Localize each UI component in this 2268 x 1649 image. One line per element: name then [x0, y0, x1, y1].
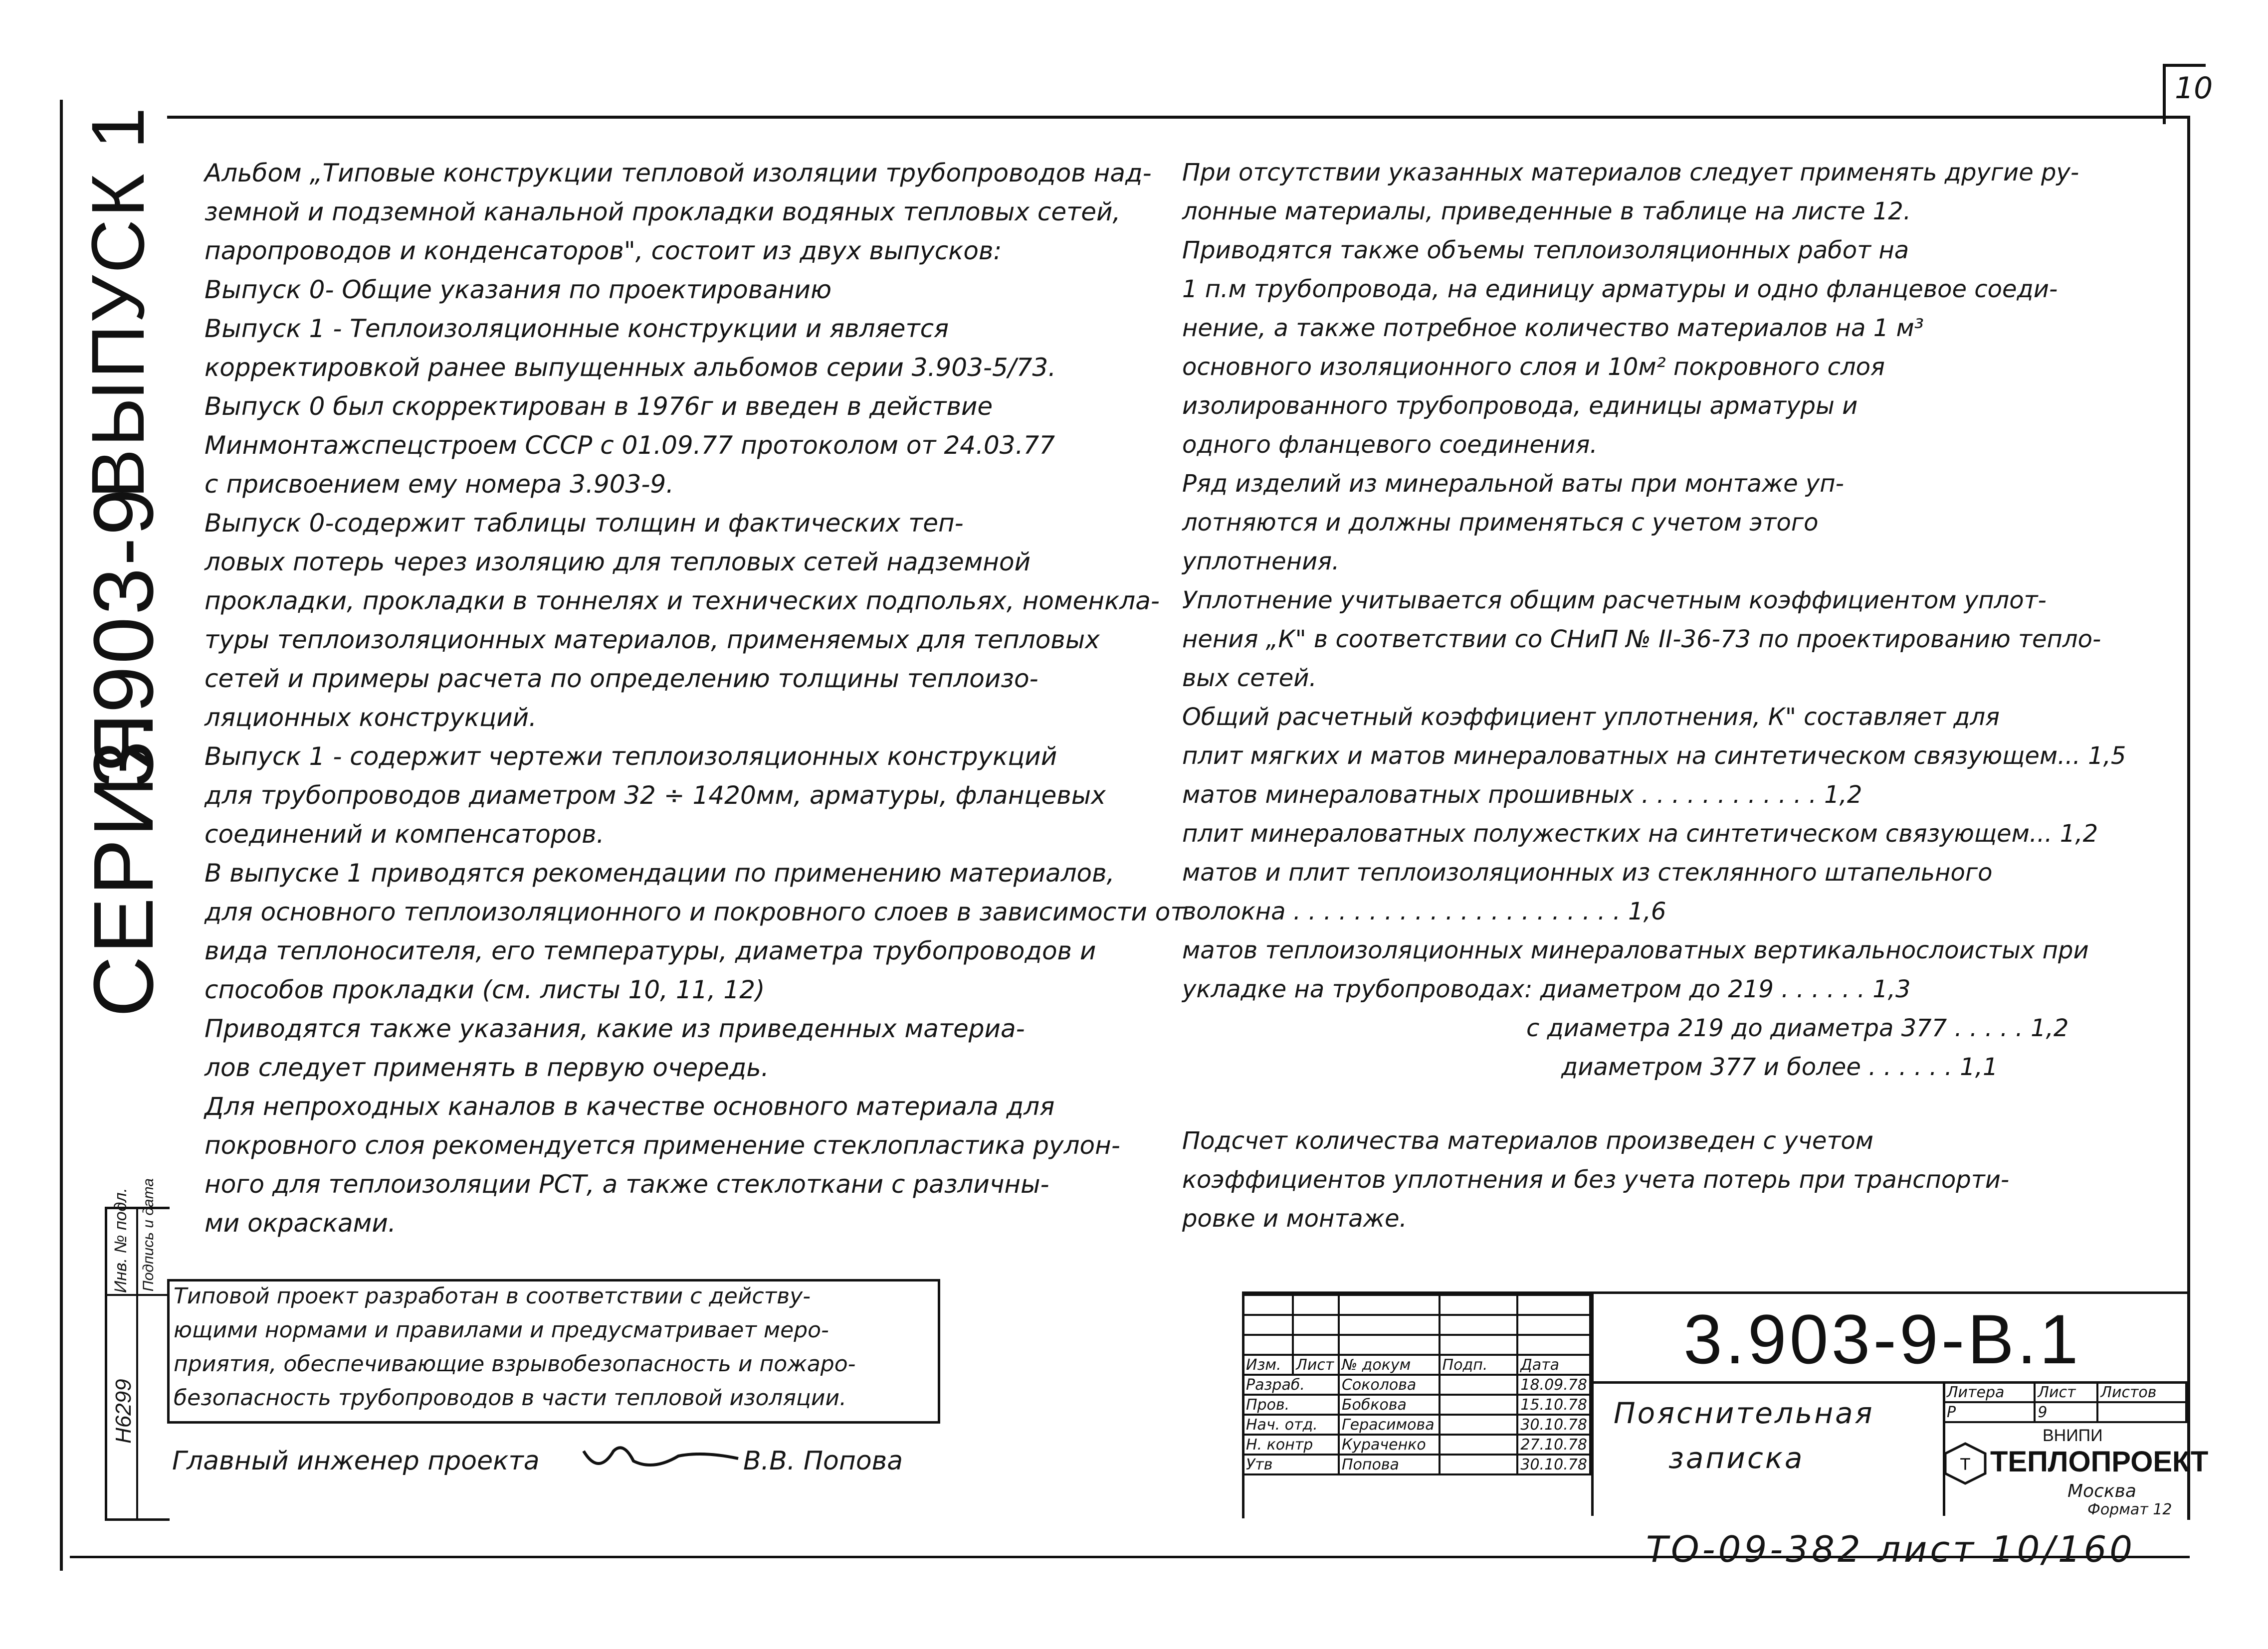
designation-cell	[1591, 1294, 2190, 1384]
left-text-line: Минмонтажспецстроем СССР с 01.09.77 протоколом от 24.03.77	[205, 431, 1055, 460]
stamp-date: 15.10.78	[1517, 1395, 1590, 1415]
table-row	[1243, 1435, 1590, 1455]
spine-series-label: СЕРИЯ	[76, 711, 171, 1017]
table-row	[1243, 1455, 1590, 1474]
list-value: 9	[2035, 1402, 2097, 1422]
right-text-line: 1 п.м трубопровода, на единицу арматуры и одно фланцевое соеди-	[1182, 275, 2058, 303]
stamp-role: Пров.	[1243, 1395, 1339, 1415]
table-row	[1243, 1395, 1590, 1415]
document-title-line2: записка	[1668, 1441, 1805, 1475]
stamp-header: Лист	[1293, 1355, 1339, 1375]
litera-label: Литера	[1944, 1382, 2035, 1402]
right-text-line: коэффициентов уплотнения и без учета потерь при транспорти-	[1182, 1166, 2010, 1194]
listov-label: Листов	[2097, 1382, 2186, 1402]
designation-code: 3.903-9-В.1	[1683, 1300, 2081, 1378]
right-text-line: нения „К" в соответствии со СНиП № II-36-73 по проектированию тепло-	[1182, 625, 2101, 653]
spine-issue-label: ВЫПУСК 1	[76, 105, 160, 499]
stamp-person: Герасимова	[1339, 1415, 1440, 1435]
left-text-line: Альбом „Типовые конструкции тепловой изоляции трубопроводов над-	[205, 159, 1152, 187]
right-text-line: плит минераловатных полужестких на синтетическом связующем... 1,2	[1182, 820, 2098, 848]
left-text-line: ного для теплоизоляции РСТ, а также стеклоткани с различны-	[205, 1170, 1049, 1199]
right-text-line: Уплотнение учитывается общим расчетным коэффициентом уплот-	[1182, 586, 2047, 614]
stamp-role: Разраб.	[1243, 1375, 1339, 1395]
right-text-line: Общий расчетный коэффициент уплотнения, К" составляет для	[1182, 703, 2000, 731]
right-text-line: укладке на трубопроводах: диаметром до 219 . . . . . . 1,3	[1182, 975, 1911, 1003]
stamp-person: Попова	[1339, 1455, 1440, 1474]
stamp-date: 27.10.78	[1517, 1435, 1590, 1455]
sheet-corner-mark	[2163, 64, 2213, 124]
left-text-line: вида теплоносителя, его температуры, диаметра трубопроводов и	[205, 936, 1096, 965]
right-text-line: Ряд изделий из минеральной ваты при монтаже уп-	[1182, 470, 1844, 498]
right-text-line: лотняются и должны применяться с учетом этого	[1182, 509, 1819, 537]
right-text-line: матов и плит теплоизоляционных из стеклянного штапельного	[1182, 859, 1993, 887]
right-text-line: вых сетей.	[1182, 664, 1317, 692]
stamp-date: 30.10.78	[1517, 1455, 1590, 1474]
left-text-line: Для непроходных каналов в качестве основного материала для	[205, 1092, 1055, 1121]
signature-scribble	[579, 1436, 743, 1481]
left-text-line: Выпуск 0-содержит таблицы толщин и фактических теп-	[205, 509, 964, 538]
organization-block	[1943, 1426, 2209, 1511]
footer-archive-code: ТО-09-382 лист 10/160	[1646, 1528, 2136, 1570]
stamp-role: Нач. отд.	[1243, 1415, 1339, 1435]
left-text-line: ляционных конструкций.	[205, 703, 537, 732]
right-text-line: волокна . . . . . . . . . . . . . . . . . . . . . . 1,6	[1182, 898, 1666, 925]
org-name-2: ТЕПЛОПРОЕКТ	[1990, 1446, 2209, 1478]
left-text-line: земной и подземной канальной прокладки водяных тепловых сетей,	[205, 197, 1121, 226]
note-line: Типовой проект разработан в соответствии с действу-	[174, 1283, 811, 1309]
stamp-role: Н. контр	[1243, 1435, 1339, 1455]
stamp-header: Дата	[1517, 1355, 1590, 1375]
revision-table	[1242, 1294, 1591, 1475]
right-text-line: Подсчет количества материалов произведен с учетом	[1182, 1127, 1873, 1155]
stamp-person: Бобкова	[1339, 1395, 1440, 1415]
left-text-line: для основного теплоизоляционного и покровного слоев в зависимости от	[205, 898, 1185, 926]
left-text-line: сетей и примеры расчета по определению толщины теплоизо-	[205, 664, 1038, 693]
litera-value: Р	[1944, 1402, 2035, 1422]
left-text-line: Выпуск 1 - Теплоизоляционные конструкции и является	[205, 314, 949, 343]
format-label: Формат 12	[2087, 1501, 2172, 1518]
stamp-header: Изм.	[1243, 1355, 1293, 1375]
chief-engineer-label: Главный инженер проекта	[172, 1446, 540, 1476]
left-text-line: Выпуск 0 был скорректирован в 1976г и введен в действие	[205, 392, 993, 421]
inventory-block	[105, 1178, 170, 1521]
right-text-line: с диаметра 219 до диаметра 377 . . . . . 1,2	[1526, 1014, 2069, 1042]
left-text-line: Приводятся также указания, какие из приведенных материа-	[205, 1014, 1025, 1043]
stamp-role: Утв	[1243, 1455, 1339, 1474]
right-text-line: одного фланцевого соединения.	[1182, 431, 1598, 459]
right-text-line: нение, а также потребное количество материалов на 1 м³	[1182, 314, 1924, 342]
chief-engineer-name: В.В. Попова	[743, 1446, 903, 1476]
svg-text:Т: Т	[1960, 1455, 1970, 1474]
right-text-line: изолированного трубопровода, единицы арматуры и	[1182, 392, 1858, 420]
stamp-person: Соколова	[1339, 1375, 1440, 1395]
right-text-line: матов минераловатных прошивных . . . . . . . . . . . . 1,2	[1182, 781, 1862, 809]
left-text-line: корректировкой ранее выпущенных альбомов серии 3.903-5/73.	[205, 353, 1056, 382]
document-title-line1: Пояснительная	[1614, 1396, 1874, 1430]
inv-header-1: Инв. № подл.	[111, 1188, 130, 1293]
left-text-line: ми окрасками.	[205, 1209, 396, 1238]
inv-number: Н6299	[111, 1379, 136, 1444]
left-text-line: паропроводов и конденсаторов", состоит из двух выпусков:	[205, 236, 1002, 265]
left-text-line: В выпуске 1 приводятся рекомендации по применению материалов,	[205, 859, 1115, 888]
right-text-line: При отсутствии указанных материалов следует применять другие ру-	[1182, 159, 2079, 186]
stamp-date: 30.10.78	[1517, 1415, 1590, 1435]
spine-series-number: 3.903-9	[76, 486, 171, 788]
right-text-line: плит мягких и матов минераловатных на синтетическом связующем... 1,5	[1182, 742, 2126, 770]
table-row	[1243, 1415, 1590, 1435]
right-text-line: ровке и монтаже.	[1182, 1205, 1407, 1233]
left-text-line: способов прокладки (см. листы 10, 11, 12)	[205, 975, 765, 1004]
list-label: Лист	[2035, 1382, 2097, 1402]
right-text-line: матов теплоизоляционных минераловатных вертикальнослоистых при	[1182, 936, 2089, 964]
org-logo-icon	[1943, 1441, 1988, 1486]
left-text-line: Выпуск 1 - содержит чертежи теплоизоляционных конструкций	[205, 742, 1057, 771]
left-text-line: ловых потерь через изоляцию для тепловых сетей надземной	[205, 548, 1031, 576]
left-text-line: покровного слоя рекомендуется применение стеклопластика рулон-	[205, 1131, 1120, 1160]
note-line: ющими нормами и правилами и предусматривает меро-	[174, 1317, 829, 1343]
left-text-line: для трубопроводов диаметром 32 ÷ 1420мм, арматуры, фланцевых	[205, 781, 1106, 810]
note-line: безопасность трубопроводов в части тепловой изоляции.	[174, 1385, 847, 1411]
stamp-date: 18.09.78	[1517, 1375, 1590, 1395]
table-row	[1243, 1375, 1590, 1395]
right-text-line: диаметром 377 и более . . . . . . 1,1	[1561, 1053, 1998, 1081]
inv-header-2: Подпись и дата	[140, 1178, 157, 1291]
sheet-corner-number: 10	[2175, 71, 2213, 106]
right-text-line: основного изоляционного слоя и 10м² покровного слоя	[1182, 353, 1885, 381]
org-name-1: ВНИПИ	[2043, 1426, 2103, 1445]
right-text-line: Приводятся также объемы теплоизоляционных работ на	[1182, 236, 1909, 264]
sheet-info-table	[1943, 1381, 2187, 1423]
note-box	[167, 1279, 940, 1424]
left-border-line	[60, 100, 63, 1571]
document-title-cell	[1591, 1381, 1945, 1516]
left-text-line: с присвоением ему номера 3.903-9.	[205, 470, 674, 499]
right-text-line: уплотнения.	[1182, 548, 1340, 575]
left-text-line: лов следует применять в первую очередь.	[205, 1053, 769, 1082]
stamp-person: Кураченко	[1339, 1435, 1440, 1455]
org-city: Москва	[2067, 1481, 2136, 1501]
left-text-line: туры теплоизоляционных материалов, применяемых для тепловых	[205, 625, 1100, 654]
left-text-line: прокладки, прокладки в тоннелях и технических подпольях, номенкла-	[205, 586, 1160, 615]
left-text-line: соединений и компенсаторов.	[205, 820, 605, 849]
note-line: приятия, обеспечивающие взрывобезопасность и пожаро-	[174, 1351, 856, 1377]
left-text-line: Выпуск 0- Общие указания по проектированию	[205, 275, 832, 304]
right-text-line: лонные материалы, приведенные в таблице на листе 12.	[1182, 197, 1911, 225]
stamp-header: Подп.	[1440, 1355, 1518, 1375]
stamp-header: № докум	[1339, 1355, 1440, 1375]
